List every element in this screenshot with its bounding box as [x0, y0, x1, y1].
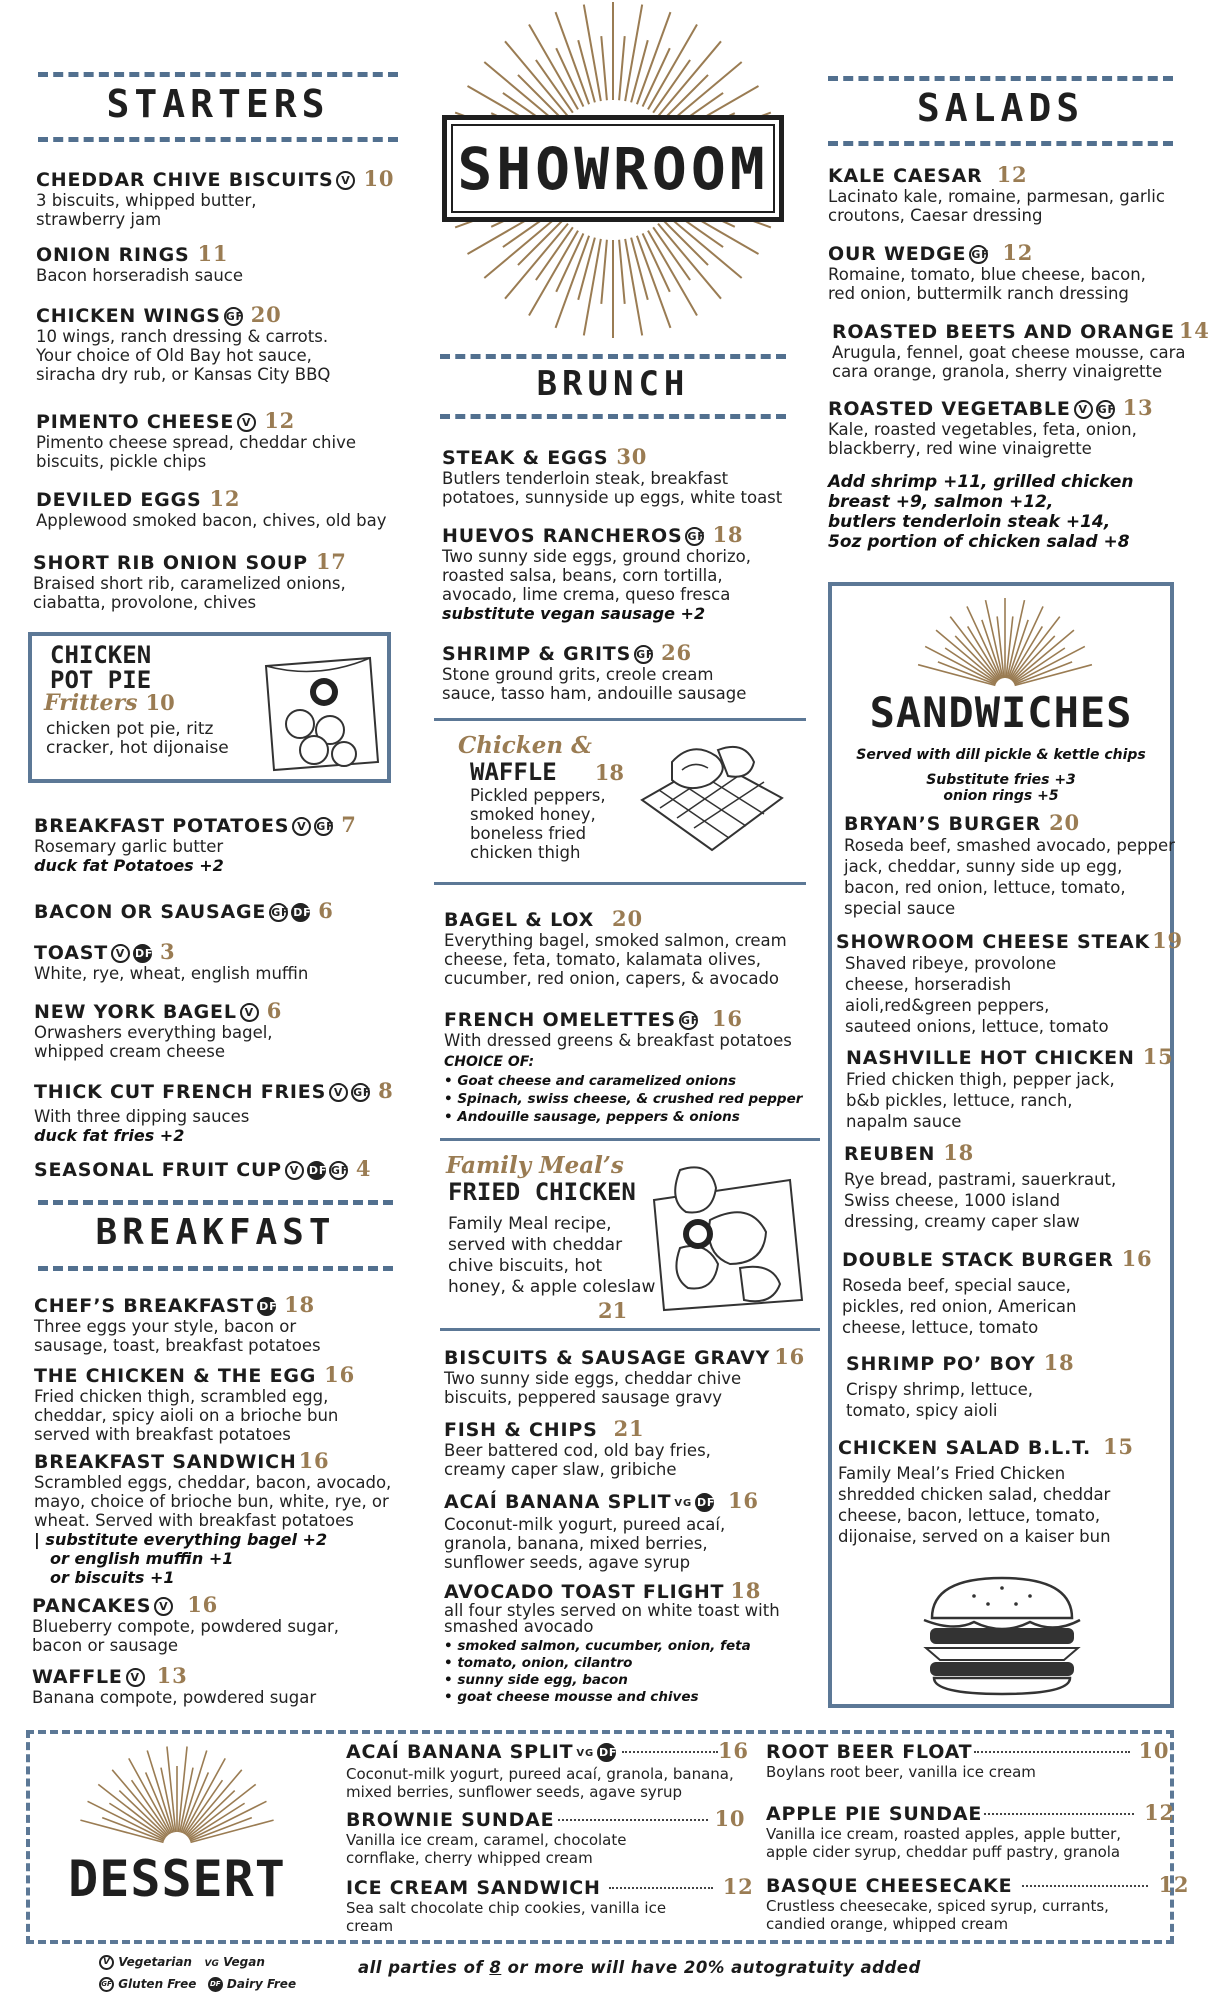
breakfast-title: BREAKFAST: [95, 1212, 336, 1253]
dairy-free-icon: DF: [597, 1743, 616, 1762]
menu-item: CHEF’S BREAKFAST DF 18 Three eggs your style, bacon or sausage, toast, breakfast potatoes: [34, 1292, 321, 1355]
sunburst-ray: [648, 25, 697, 110]
salad-addons: Add shrimp +11, grilled chicken breast +9, salmon +12, butlers tenderloin steak +14, 5oz portion of chicken salad +8: [828, 472, 1134, 552]
gluten-free-icon: GF: [969, 245, 988, 264]
menu-item: ACAÍ BANANA SPLIT VG DF 16 Coconut-milk yogurt, pureed acaí, granola, banana, mixed berries, sunflower seeds, agave syrup: [346, 1738, 749, 1801]
sunburst-ray: [191, 1820, 274, 1842]
menu-item: SEASONAL FRUIT CUP V DF GF 4: [34, 1156, 372, 1181]
menu-item: CHEDDAR CHIVE BISCUITS V 10 3 biscuits, whipped butter, strawberry jam: [36, 166, 395, 229]
menu-item: DOUBLE STACK BURGER 16 Roseda beef, special sauce, pickles, red onion, American cheese, lettuce, tomato: [842, 1246, 1153, 1337]
menu-item: KALE CAESAR 12 Lacinato kale, romaine, parmesan, garlic croutons, Caesar dressing: [828, 162, 1165, 225]
fried-chicken-icon: [640, 1160, 810, 1318]
menu-item: APPLE PIE SUNDAE 12 Vanilla ice cream, roasted apples, apple butter, apple cider syrup, cheddar puff pastry, granola: [766, 1800, 1175, 1861]
sunburst-ray: [529, 231, 578, 316]
logo-box: [442, 115, 784, 222]
menu-item: HUEVOS RANCHEROS GF 18 Two sunny side eggs, ground chorizo, roasted salsa, beans, corn tortilla, avocado, lime crema, queso fresca substitute vegan sausage +2: [442, 522, 752, 623]
menu-item: BREAKFAST POTATOES V GF 7 Rosemary garlic butter duck fat Potatoes +2: [34, 812, 357, 875]
menu-item: BASQUE CHEESECAKE 12 Crustless cheesecake, spiced syrup, currants, candied orange, whipped cream: [766, 1872, 1190, 1933]
menu-item: TOAST V DF 3 White, rye, wheat, english muffin: [34, 939, 309, 983]
menu-item: THE CHICKEN & THE EGG 16 Fried chicken thigh, scrambled egg, cheddar, spicy aioli on a brioche bun served with breakfast potatoes: [34, 1362, 355, 1444]
fried-chicken-script: Family Meal’s: [446, 1152, 624, 1179]
menu-item: PIMENTO CHEESE V 12 Pimento cheese spread, cheddar chive biscuits, pickle chips: [36, 408, 357, 471]
fried-chicken-top-rule: [440, 1138, 820, 1141]
vegetarian-icon: V: [154, 1597, 173, 1616]
waffle-icon: [632, 740, 792, 865]
menu-item: THICK CUT FRENCH FRIES V GF 8 With three dipping sauces duck fat fries +2: [34, 1078, 394, 1145]
menu-item: ONION RINGS 11 Bacon horseradish sauce: [36, 241, 244, 285]
menu-item: FISH & CHIPS 21 Beer battered cod, old bay fries, creamy caper slaw, gribiche: [444, 1416, 711, 1479]
sunburst-ray: [601, 240, 607, 304]
leader-dots: [974, 1751, 1130, 1753]
gluten-free-icon: GF: [679, 1011, 698, 1030]
dairy-free-icon: DF: [291, 903, 310, 922]
sunburst-ray: [625, 5, 642, 102]
brunch-title: BRUNCH: [536, 364, 690, 404]
pot-pie-title-line1: CHICKEN: [50, 641, 152, 669]
menu-item: ACAÍ BANANA SPLIT VG DF 16 Coconut-milk yogurt, pureed acaí, granola, banana, mixed berries, sunflower seeds, agave syrup: [444, 1488, 759, 1572]
sunburst-ray: [80, 1820, 163, 1842]
pot-pie-desc-line2: cracker, hot dijonaise: [46, 738, 229, 758]
dairy-free-icon: DF: [307, 1161, 326, 1180]
menu-item: DEVILED EGGS 12 Applewood smoked bacon, chives, old bay: [36, 486, 387, 530]
menu-item: WAFFLE V 13 Banana compote, powdered sugar: [32, 1663, 317, 1707]
sunburst-ray: [648, 231, 697, 316]
fried-chicken-title: FRIED CHICKEN: [448, 1178, 636, 1206]
leader-dots: [558, 1819, 708, 1821]
sunburst-ray: [518, 75, 564, 121]
gluten-free-icon: GF: [634, 645, 653, 664]
vegan-icon: VG: [576, 1748, 594, 1759]
gluten-free-icon: GF: [351, 1083, 370, 1102]
breakfast-top-rule: [38, 1200, 393, 1205]
fried-chicken-bottom-rule: [440, 1328, 820, 1331]
menu-item: ROOT BEER FLOAT 10 Boylans root beer, vanilla ice cream: [766, 1738, 1170, 1781]
brunch-top-rule: [440, 354, 786, 359]
leader-dots: [1022, 1885, 1148, 1887]
restaurant-name: SHOWROOM: [457, 135, 769, 203]
salads-title: SALADS: [916, 86, 1085, 130]
menu-item: BREAKFAST SANDWICH16 Scrambled eggs, cheddar, bacon, avocado, mayo, choice of brioche bun, white, rye, or wheat. Served with breakfast potatoes | substitute everything bagel +2 or english muffin +1 or biscuits +1: [34, 1448, 392, 1587]
waffle-desc-3: boneless fried: [470, 824, 587, 843]
waffle-title: WAFFLE 18: [470, 758, 624, 786]
waffle-desc-2: smoked honey,: [470, 805, 596, 824]
gluten-free-icon: GF: [685, 527, 704, 546]
vegetarian-icon: V: [1074, 400, 1093, 419]
menu-item: NASHVILLE HOT CHICKEN 15 Fried chicken thigh, pepper jack, b&b pickles, lettuce, ranch, napalm sauce: [846, 1044, 1174, 1131]
menu-item: BRYAN’S BURGER 20 Roseda beef, smashed avocado, pepper jack, cheddar, sunny side up egg, bacon, red onion, lettuce, tomato, special sauce: [844, 810, 1175, 918]
gluten-free-icon: GF: [329, 1161, 348, 1180]
starters-title: STARTERS: [106, 82, 330, 126]
menu-item: SHRIMP & GRITS GF 26 Stone ground grits, creole cream sauce, tasso ham, andouille sausage: [442, 640, 747, 703]
sunburst-ray: [529, 25, 578, 110]
sunburst-ray: [584, 5, 601, 102]
dairy-free-icon: DF: [208, 1977, 223, 1992]
waffle-desc-4: chicken thigh: [470, 843, 581, 862]
pot-pie-script: Fritters 10: [44, 690, 175, 716]
sandwiches-subtitle: Served with dill pickle & kettle chips: [856, 747, 1146, 763]
menu-item: SHORT RIB ONION SOUP 17 Braised short rib, caramelized onions, ciabatta, provolone, chives: [33, 549, 347, 612]
pot-pie-desc-line1: chicken pot pie, ritz: [46, 719, 214, 739]
sunburst-ray: [619, 240, 625, 304]
vegan-icon: VG: [674, 1498, 692, 1509]
vegetarian-icon: V: [240, 1003, 259, 1022]
sunburst-ray: [1015, 665, 1092, 686]
menu-item: BAGEL & LOX 20 Everything bagel, smoked salmon, cream cheese, feta, tomato, kalamata olives, cucumber, red onion, capers, & avocado: [444, 906, 787, 988]
pot-pie-title-line2: POT PIE: [50, 666, 152, 694]
sunburst-ray: [625, 239, 642, 336]
vegetarian-icon: V: [285, 1161, 304, 1180]
menu-item: SHOWROOM CHEESE STEAK19 Shaved ribeye, provolone cheese, horseradish aioli,red&green peppers, sauteed onions, lettuce, tomato: [836, 928, 1183, 1036]
leader-dots: [984, 1813, 1134, 1815]
autogratuity-note: all parties of 8 or more will have 20% autogratuity added: [358, 1958, 921, 1977]
sunburst-ray: [619, 36, 625, 100]
brunch-bottom-rule: [440, 414, 786, 419]
vegetarian-icon: V: [126, 1668, 145, 1687]
menu-item: ROASTED VEGETABLE V GF 13 Kale, roasted vegetables, feta, onion, blackberry, red wine vinaigrette: [828, 395, 1154, 458]
menu-item: PANCAKES V 16 Blueberry compote, powdered sugar, bacon or sausage: [32, 1592, 339, 1655]
menu-item: BACON OR SAUSAGE GF DF 6: [34, 898, 334, 923]
vegetarian-icon: V: [336, 171, 355, 190]
menu-item: BROWNIE SUNDAE 10 Vanilla ice cream, caramel, chocolate cornflake, cherry whipped cream: [346, 1806, 746, 1867]
vegetarian-icon: V: [111, 944, 130, 963]
sunburst-ray: [88, 1801, 165, 1839]
vegetarian-icon: V: [237, 413, 256, 432]
menu-item: REUBEN 18 Rye bread, pastrami, sauerkraut, Swiss cheese, 1000 island dressing, creamy caper slaw: [844, 1140, 1117, 1231]
gluten-free-icon: GF: [99, 1977, 114, 1992]
sunburst-ray: [918, 665, 995, 686]
vegetarian-icon: V: [99, 1955, 114, 1970]
starters-top-rule: [38, 72, 398, 77]
dairy-free-icon: DF: [695, 1493, 714, 1512]
waffle-desc-1: Pickled peppers,: [470, 786, 606, 805]
menu-item: AVOCADO TOAST FLIGHT 18 all four styles served on white toast with smashed avocado • smoked salmon, cucumber, onion, feta • tomato, onion, cilantro • sunny side egg, bacon • goat cheese mousse and chives: [444, 1578, 780, 1705]
dairy-free-icon: DF: [133, 944, 152, 963]
leader-dots: [622, 1751, 718, 1753]
salads-top-rule: [828, 76, 1173, 81]
fried-chicken-desc-3: chive biscuits, hot: [448, 1256, 603, 1276]
dessert-title: DESSERT: [68, 1850, 286, 1908]
menu-item: BISCUITS & SAUSAGE GRAVY 16 Two sunny side eggs, cheddar chive biscuits, peppered sausage gravy: [444, 1344, 806, 1407]
sunburst-ray: [1014, 646, 1085, 683]
waffle-top-rule: [434, 718, 806, 721]
menu-item: ICE CREAM SANDWICH 12 Sea salt chocolate chip cookies, vanilla ice cream: [346, 1874, 754, 1935]
menu-item: SHRIMP PO’ BOY 18 Crispy shrimp, lettuce, tomato, spicy aioli: [846, 1350, 1075, 1420]
waffle-script: Chicken &: [458, 732, 592, 759]
menu-item: CHICKEN SALAD B.L.T. 15 Family Meal’s Fried Chicken shredded chicken salad, cheddar cheese, bacon, lettuce, tomato, dijonaise, served on a kaiser bun: [838, 1434, 1134, 1546]
menu-item: STEAK & EGGS 30 Butlers tenderloin steak, breakfast potatoes, sunnyside up eggs, white toast: [442, 444, 783, 507]
sunburst-icon: [62, 1742, 292, 1850]
vegan-icon: VG: [204, 1959, 219, 1969]
fried-chicken-desc-4: honey, & apple coleslaw: [448, 1277, 656, 1297]
pot-pie-icon: [252, 650, 384, 776]
menu-item: NEW YORK BAGEL V 6 Orwashers everything bagel, whipped cream cheese: [34, 998, 283, 1061]
sandwiches-sub-rings: onion rings +5: [943, 788, 1059, 804]
breakfast-bottom-rule: [38, 1266, 393, 1271]
sunburst-ray: [925, 646, 996, 683]
menu-item: CHICKEN WINGS GF 20 10 wings, ranch dressing & carrots. Your choice of Old Bay hot sauce, siracha dry rub, or Kansas City BBQ: [36, 302, 331, 384]
sunburst-ray: [518, 219, 564, 265]
salads-bottom-rule: [828, 141, 1173, 146]
menu-item: OUR WEDGE GF 12 Romaine, tomato, blue cheese, bacon, red onion, buttermilk ranch dressing: [828, 240, 1146, 303]
sunburst-ray: [190, 1801, 267, 1839]
menu-item: FRENCH OMELETTES GF 16 With dressed greens & breakfast potatoes CHOICE OF: • Goat cheese and caramelized onions • Spinach, swiss cheese, & crushed red pepper • Andouille sausage, peppers & onions: [444, 1006, 803, 1125]
sandwiches-sub-fries: Substitute fries +3: [926, 772, 1076, 788]
sunburst-ray: [662, 219, 708, 265]
dairy-free-icon: DF: [257, 1297, 276, 1316]
waffle-bottom-rule: [434, 882, 806, 885]
burger-icon: [914, 1574, 1090, 1698]
vegetarian-icon: V: [329, 1083, 348, 1102]
fried-chicken-price: 21: [598, 1298, 628, 1323]
sunburst-ray: [601, 36, 607, 100]
sunburst-ray: [584, 239, 601, 336]
fried-chicken-desc-1: Family Meal recipe,: [448, 1214, 612, 1234]
gluten-free-icon: GF: [269, 903, 288, 922]
sunburst-ray: [662, 75, 708, 121]
sunburst-icon: [880, 592, 1130, 692]
legend: V Vegetarian VG Vegan GF Gluten Free DF Dairy Free: [96, 1952, 296, 1994]
gluten-free-icon: GF: [224, 307, 243, 326]
leader-dots: [609, 1887, 713, 1889]
vegetarian-icon: V: [292, 817, 311, 836]
menu-item: ROASTED BEETS AND ORANGE 14 Arugula, fennel, goat cheese mousse, cara cara orange, granola, sherry vinaigrette: [832, 318, 1210, 381]
starters-bottom-rule: [38, 137, 398, 142]
sandwiches-title: SANDWICHES: [869, 688, 1133, 737]
gluten-free-icon: GF: [1096, 400, 1115, 419]
fried-chicken-desc-2: served with cheddar: [448, 1235, 623, 1255]
gluten-free-icon: GF: [314, 817, 333, 836]
